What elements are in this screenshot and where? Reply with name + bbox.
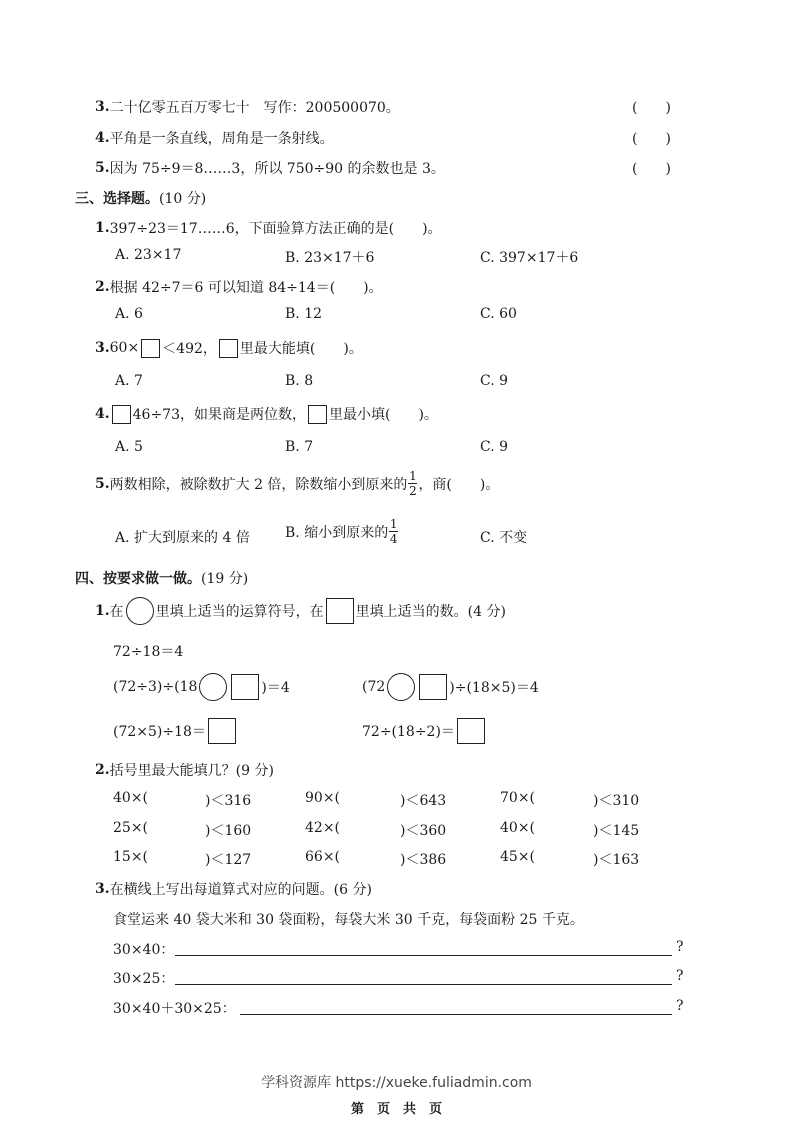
question-mark: ?	[676, 968, 684, 984]
fill-left: 25×(	[113, 820, 149, 836]
fill-left: 15×(	[113, 849, 149, 865]
option-b-text: B. 缩小到原来的	[285, 524, 389, 541]
equation-3	[113, 718, 238, 744]
item-text: 因为 75÷9＝8……3，所以 750÷90 的余数也是 3。	[109, 161, 445, 177]
task-q1	[95, 597, 506, 625]
operator-circle	[126, 597, 154, 625]
answer-line[interactable]	[240, 1014, 672, 1015]
fill-left: 70×(	[500, 790, 536, 806]
line-label: 30×25：	[113, 971, 175, 987]
fill-right[interactable]: )＜145	[593, 823, 640, 839]
option-c[interactable]: C. 不变	[480, 530, 528, 546]
fill-right[interactable]: )＜316	[205, 793, 252, 809]
section-title: 三、选择题。	[75, 191, 159, 207]
page-number: 第 页 共 页	[350, 1102, 442, 1117]
number-box	[326, 598, 354, 624]
question-mark: ?	[676, 939, 684, 955]
answer-paren[interactable]: ( )	[632, 161, 671, 177]
fraction-denominator: 4	[389, 532, 398, 546]
question-text: 46÷73，如果商是两位数，	[132, 407, 306, 423]
task-q2	[95, 760, 274, 780]
section-3-title	[75, 188, 206, 208]
judge-item-3	[95, 97, 400, 117]
fill-left: 66×(	[305, 849, 341, 865]
fill-left: 45×(	[500, 849, 536, 865]
item-number: 4.	[95, 406, 110, 422]
question-text: 397÷23＝17……6，下面验算方法正确的是( )。	[109, 221, 442, 237]
item-number: 2.	[95, 762, 110, 778]
item-number: 4.	[95, 130, 110, 146]
task-q3	[95, 879, 372, 899]
equation-4	[362, 718, 487, 744]
answer-paren[interactable]: ( )	[632, 100, 671, 116]
fill-right[interactable]: )＜310	[593, 793, 640, 809]
question-text: 两数相除，被除数扩大 2 倍，除数缩小到原来的	[109, 476, 408, 493]
equation-text: (72	[362, 679, 386, 695]
answer-paren[interactable]: ( )	[632, 131, 671, 147]
fill-right[interactable]: )＜163	[593, 852, 640, 868]
item-number: 1.	[95, 220, 110, 236]
item-number: 3.	[95, 340, 110, 356]
item-text: 平角是一条直线，周角是一条射线。	[109, 131, 334, 147]
fill-left: 40×(	[500, 820, 536, 836]
item-number: 3.	[95, 99, 110, 115]
judge-item-5	[95, 158, 445, 178]
number-box[interactable]	[457, 718, 485, 744]
choice-q5	[95, 470, 499, 497]
equation-text: )＝4	[261, 680, 290, 696]
option-a[interactable]: A. 23×17	[115, 247, 182, 263]
section-points: (19 分)	[201, 571, 249, 587]
question-text: 里最大能填( )。	[239, 341, 363, 357]
equation-text: 72÷(18÷2)＝	[362, 724, 455, 740]
equation-text: )÷(18×5)＝4	[449, 680, 539, 696]
option-a[interactable]: A. 5	[115, 439, 143, 455]
item-number: 2.	[95, 279, 110, 295]
question-mark: ?	[676, 998, 684, 1014]
task-text: 里填上适当的运算符号，在	[155, 604, 324, 620]
fill-left: 40×(	[113, 790, 149, 806]
number-box[interactable]	[231, 674, 259, 700]
line-label: 30×40＋30×25：	[113, 1001, 236, 1017]
option-b[interactable]	[285, 518, 399, 545]
choice-q2	[95, 277, 383, 297]
blank-box[interactable]	[219, 339, 238, 358]
question-text: 里最小填( )。	[328, 407, 438, 423]
number-box[interactable]	[208, 718, 236, 744]
task-text: 里填上适当的数。(4 分)	[355, 604, 506, 620]
option-c[interactable]: C. 397×17＋6	[480, 250, 579, 266]
equation-2	[362, 673, 539, 701]
equation-1	[113, 673, 290, 701]
blank-box[interactable]	[308, 405, 327, 424]
number-box[interactable]	[419, 674, 447, 700]
option-b[interactable]: B. 7	[285, 439, 314, 455]
operator-circle[interactable]	[387, 673, 415, 701]
item-number: 1.	[95, 603, 110, 619]
fraction-numerator: 1	[409, 469, 417, 483]
option-c[interactable]: C. 9	[480, 439, 509, 455]
item-text: 二十亿零五百万零七十 写作：200500070。	[109, 100, 400, 116]
option-b[interactable]: B. 8	[285, 373, 314, 389]
task-text: 在	[109, 604, 124, 620]
fill-left: 90×(	[305, 790, 341, 806]
fraction-numerator: 1	[389, 517, 398, 531]
option-b[interactable]: B. 23×17＋6	[285, 250, 375, 266]
option-c[interactable]: C. 60	[480, 306, 517, 322]
question-text: ，商( )。	[418, 476, 500, 493]
choice-q4	[95, 404, 438, 424]
story-text: 食堂运来 40 袋大米和 30 袋面粉，每袋大米 30 千克，每袋面粉 25 千克。	[113, 912, 584, 928]
section-4-title	[75, 568, 248, 588]
option-a[interactable]: A. 7	[115, 373, 143, 389]
footer-site: 学科资源库 https://xueke.fuliadmin.com	[261, 1075, 532, 1091]
line-label: 30×40：	[113, 942, 175, 958]
answer-line[interactable]	[175, 984, 672, 985]
item-number: 3.	[95, 881, 110, 897]
fill-right[interactable]: )＜643	[400, 793, 447, 809]
option-a[interactable]: A. 6	[115, 306, 143, 322]
equation-text: (72×5)÷18＝	[113, 724, 206, 740]
fraction	[408, 470, 417, 497]
fill-right[interactable]: )＜386	[400, 852, 447, 868]
blank-box[interactable]	[112, 405, 131, 424]
option-b[interactable]: B. 12	[285, 306, 323, 322]
option-c[interactable]: C. 9	[480, 373, 509, 389]
item-number: 5.	[95, 160, 110, 176]
section-points: (10 分)	[159, 191, 207, 207]
fill-left: 42×(	[305, 820, 341, 836]
fraction	[389, 518, 398, 545]
item-number: 5.	[95, 475, 110, 492]
equation-text: (72÷3)÷(18	[113, 679, 198, 695]
fill-right[interactable]: )＜160	[205, 823, 252, 839]
operator-circle[interactable]	[199, 673, 227, 701]
fraction-denominator: 2	[409, 484, 417, 498]
task-text: 在横线上写出每道算式对应的问题。(6 分)	[109, 882, 372, 898]
fill-right[interactable]: )＜127	[205, 852, 252, 868]
judge-item-4	[95, 128, 334, 148]
blank-box[interactable]	[141, 339, 160, 358]
option-a[interactable]: A. 扩大到原来的 4 倍	[115, 530, 250, 546]
fill-right[interactable]: )＜360	[400, 823, 447, 839]
choice-q3	[95, 338, 363, 358]
task-text: 括号里最大能填几？(9 分)	[109, 763, 274, 779]
question-text: 根据 42÷7＝6 可以知道 84÷14＝( )。	[109, 280, 383, 296]
section-title: 四、按要求做一做。	[75, 571, 201, 587]
choice-q1	[95, 218, 442, 238]
base-equation: 72÷18＝4	[113, 644, 184, 660]
question-text: ＜492，	[162, 341, 217, 357]
answer-line[interactable]	[175, 955, 672, 956]
question-text: 60×	[109, 340, 140, 356]
